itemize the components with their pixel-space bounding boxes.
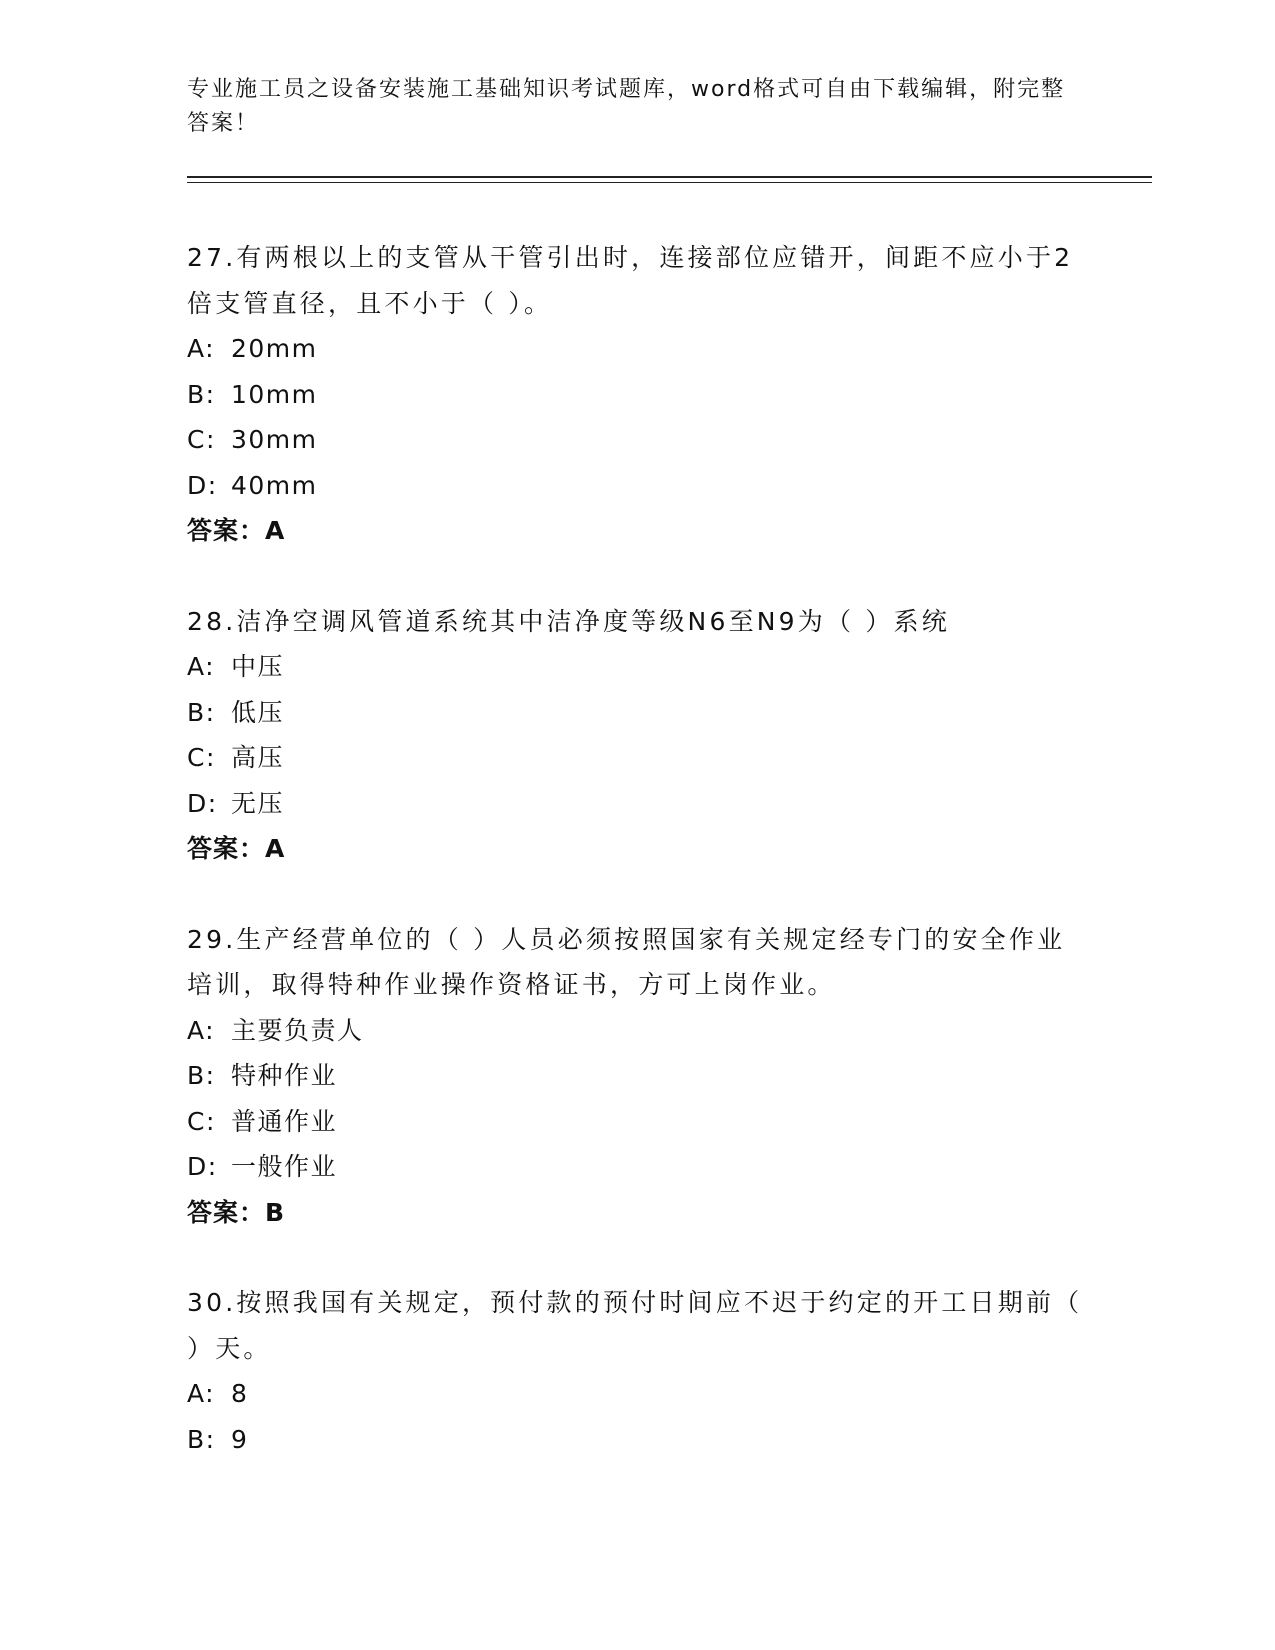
question-27 — [187, 235, 1087, 554]
document-header: 专业施工员之设备安装施工基础知识考试题库，word格式可自由下载编辑，附完整答案！ — [187, 77, 1066, 136]
option-a — [187, 1371, 1087, 1417]
question-text: 28.洁净空调风管道系统其中洁净度等级N6至N9为（ ）系统 — [187, 606, 950, 636]
option-label: A: — [187, 1379, 216, 1408]
option-text: 20mm — [231, 334, 318, 363]
question-29 — [187, 917, 1087, 1236]
option-label: A: — [187, 334, 216, 363]
option-b — [187, 1053, 1087, 1099]
option-b — [187, 372, 1087, 418]
option-c — [187, 417, 1087, 463]
option-a — [187, 644, 1087, 690]
option-text: 9 — [231, 1424, 249, 1454]
option-label: D: — [187, 788, 218, 818]
option-d — [187, 463, 1087, 509]
answer-text: 答案：A — [187, 516, 286, 545]
option-text: 普通作业 — [231, 1106, 338, 1136]
option-label: C: — [187, 425, 216, 454]
option-c — [187, 1099, 1087, 1145]
option-d — [187, 781, 1087, 827]
option-label: D: — [187, 1152, 218, 1181]
option-text: 8 — [231, 1379, 249, 1408]
option-text: 一般作业 — [231, 1152, 338, 1181]
option-label: A: — [187, 1015, 216, 1045]
option-d — [187, 1144, 1087, 1190]
option-text: 低压 — [231, 697, 285, 727]
header-divider-thick — [187, 176, 1152, 178]
option-text: 特种作业 — [231, 1061, 338, 1090]
option-label: B: — [187, 1061, 216, 1090]
option-text: 10mm — [231, 379, 318, 409]
option-b — [187, 690, 1087, 736]
header-divider-thin — [187, 182, 1152, 183]
answer-text: 答案：A — [187, 834, 286, 863]
option-label: C: — [187, 743, 216, 772]
question-text: 27.有两根以上的支管从干管引出时，连接部位应错开，间距不应小于2倍支管直径，且不小于（ ）。 — [187, 243, 1074, 318]
option-label: A: — [187, 652, 216, 681]
option-a — [187, 326, 1087, 372]
answer-text: 答案：B — [187, 1197, 286, 1227]
question-text: 29.生产经营单位的（ ）人员必须按照国家有关规定经专门的安全作业培训，取得特种作业操作资格证书，方可上岗作业。 — [187, 924, 1066, 999]
option-label: B: — [187, 697, 216, 727]
option-label: D: — [187, 470, 218, 500]
option-label: C: — [187, 1106, 216, 1136]
question-30 — [187, 1280, 1087, 1462]
option-text: 主要负责人 — [231, 1015, 364, 1045]
question-list — [187, 235, 1087, 1507]
question-28 — [187, 599, 1087, 872]
option-text: 中压 — [231, 652, 285, 681]
option-c — [187, 735, 1087, 781]
option-text: 高压 — [231, 743, 285, 772]
option-a — [187, 1008, 1087, 1054]
option-b — [187, 1417, 1087, 1463]
option-text: 无压 — [231, 788, 285, 818]
option-label: B: — [187, 1424, 216, 1454]
option-text: 40mm — [231, 470, 318, 500]
option-label: B: — [187, 379, 216, 409]
option-text: 30mm — [231, 425, 318, 454]
question-text: 30.按照我国有关规定，预付款的预付时间应不迟于约定的开工日期前（ ）天。 — [187, 1288, 1083, 1363]
